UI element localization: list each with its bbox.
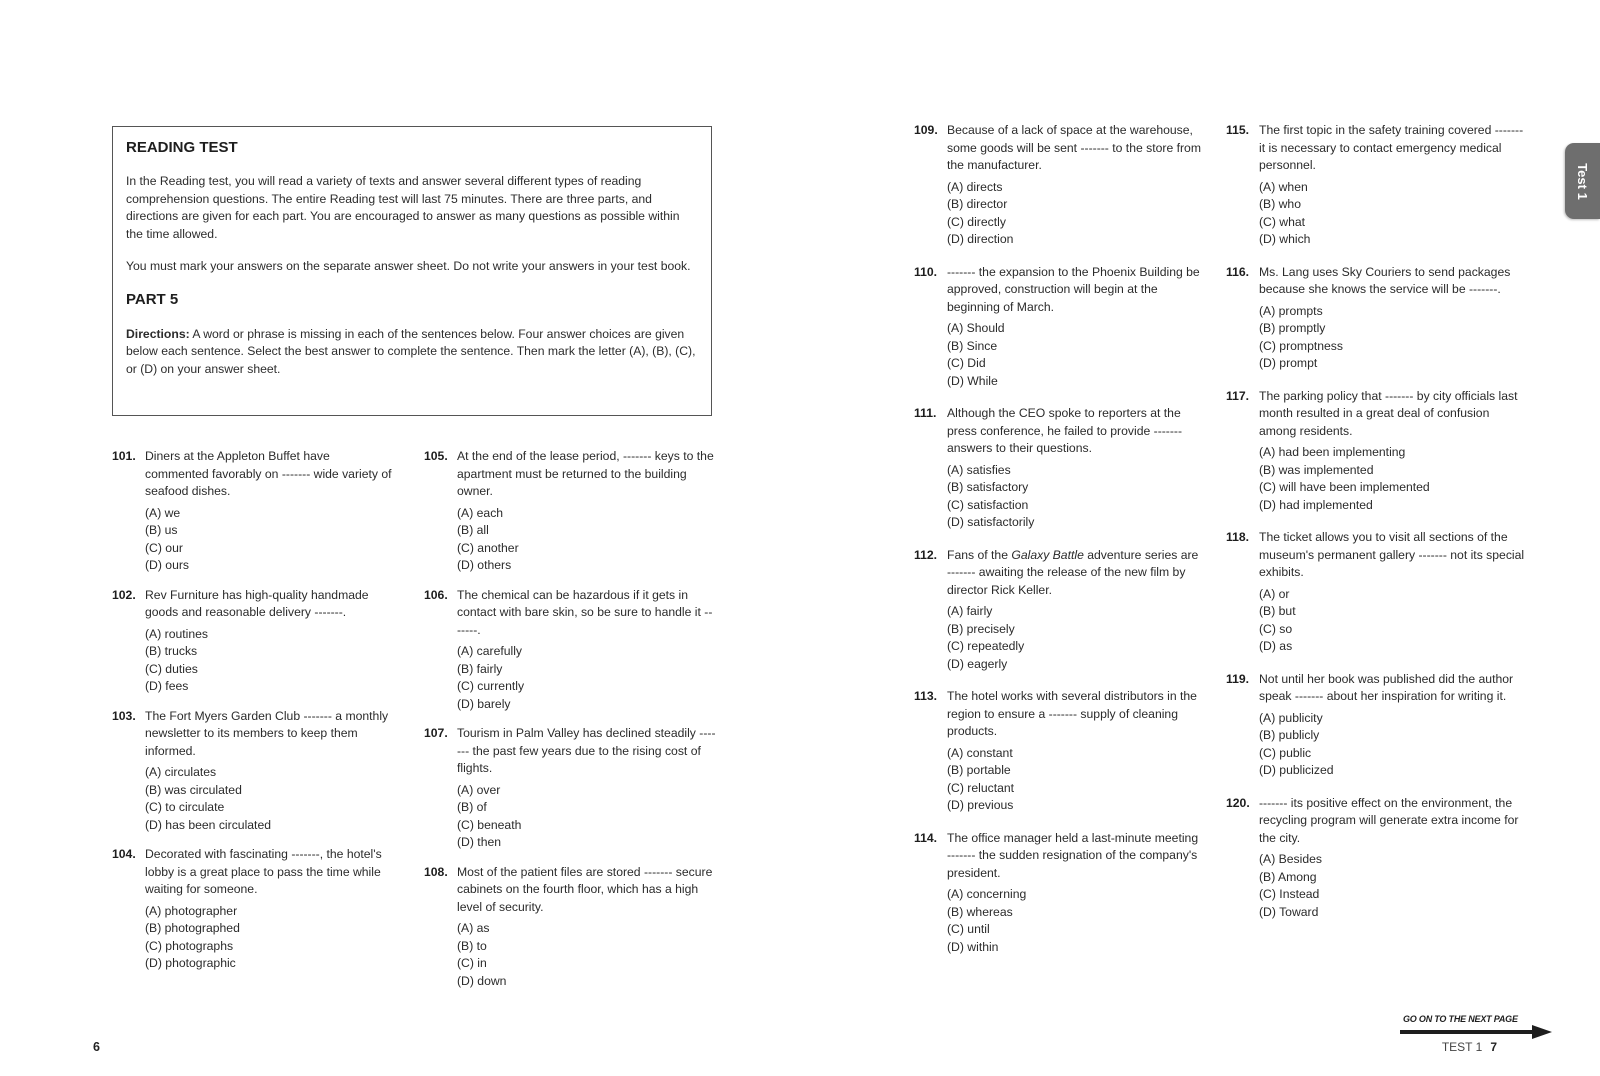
right-arrow-icon [1400, 1025, 1552, 1039]
choice-c[interactable]: (C) currently [457, 679, 525, 693]
answer-choices [947, 603, 1204, 673]
question-number: 119. [1226, 671, 1250, 686]
question-text: At the end of the lease period, ------- keys to the apartment must be returned to the building owner. [457, 449, 714, 498]
answer-choices [1259, 851, 1526, 921]
choice-a[interactable]: (A) concerning [947, 887, 1027, 901]
choice-d[interactable]: (D) previous [947, 798, 1014, 812]
choice-d[interactable]: (D) then [457, 835, 502, 849]
question-text: Diners at the Appleton Buffet have commented favorably on ------- wide variety of seafood dishes. [145, 449, 392, 498]
test-1-side-tab[interactable] [1565, 143, 1600, 219]
question-text-before: Fans of the [947, 547, 1012, 562]
choice-c[interactable]: (C) repeatedly [947, 639, 1025, 653]
question-number: 105. [424, 449, 448, 463]
choice-d[interactable]: (D) barely [457, 696, 511, 711]
answer-choices [1259, 586, 1526, 656]
choice-b[interactable]: (B) was circulated [145, 782, 242, 797]
choice-d[interactable]: (D) direction [947, 232, 1014, 246]
choice-b[interactable]: (B) all [457, 523, 489, 537]
choice-d[interactable]: (D) Toward [1259, 904, 1319, 919]
choice-d[interactable]: (D) which [1259, 232, 1311, 246]
choice-c[interactable]: (C) public [1259, 745, 1312, 760]
question-103 [112, 708, 392, 835]
question-106 [424, 587, 716, 714]
directions-text: A word or phrase is missing in each of the sentences below. Four answer choices are given below each sentence. Select the best answer to complete the sentence. Then mark the letter (A), (B), (C), or (D) on your answer sheet. [126, 326, 696, 376]
choice-a[interactable]: (A) directs [947, 179, 1003, 194]
choice-d[interactable]: (D) as [1259, 639, 1293, 653]
question-text: The ticket allows you to visit all sections of the museum's permanent gallery ------- not its special exhibits. [1259, 530, 1525, 579]
choice-d[interactable]: (D) fees [145, 679, 189, 693]
question-112 [914, 547, 1204, 674]
question-119 [1226, 671, 1526, 780]
choice-b[interactable]: (B) satisfactory [947, 480, 1029, 494]
choice-c[interactable]: (C) reluctant [947, 780, 1015, 795]
choice-a[interactable]: (A) over [457, 782, 501, 797]
choice-c[interactable]: (C) duties [145, 661, 198, 676]
choice-c[interactable]: (C) our [145, 540, 183, 555]
answer-choices [947, 462, 1204, 532]
footer-test-label: TEST 1 [1441, 1040, 1483, 1054]
question-text: Most of the patient files are stored ------- secure cabinets on the fourth floor, which has a high level of security. [457, 864, 713, 914]
question-column-1 [112, 448, 392, 973]
question-column-2 [424, 448, 716, 990]
part-5-heading: PART 5 [126, 290, 179, 308]
question-number: 114. [914, 830, 938, 845]
question-text [947, 547, 1204, 600]
question-number: 112. [914, 547, 938, 562]
choice-c[interactable]: (C) what [1259, 214, 1306, 229]
go-on-label: GO ON TO THE NEXT PAGE [1403, 1014, 1518, 1024]
choice-a[interactable]: (A) circulates [145, 765, 217, 779]
question-107 [424, 725, 716, 852]
choice-b[interactable]: (B) whereas [947, 904, 1013, 919]
question-118 [1226, 529, 1526, 656]
question-number: 109. [914, 123, 938, 137]
answer-choices [947, 179, 1204, 249]
choice-d[interactable]: (D) publicized [1259, 763, 1334, 777]
choice-b[interactable]: (B) but [1259, 604, 1296, 618]
question-109 [914, 122, 1204, 249]
question-number: 102. [112, 587, 136, 602]
go-on-next-page [1400, 1014, 1552, 1040]
choice-a[interactable]: (A) when [1259, 179, 1308, 194]
choice-a[interactable]: (A) constant [947, 745, 1013, 760]
choice-d[interactable]: (D) photographic [145, 956, 236, 970]
answer-choices [947, 745, 1204, 815]
choice-d[interactable]: (D) had implemented [1259, 497, 1373, 512]
answer-choices [947, 320, 1204, 390]
choice-c[interactable]: (C) Instead [1259, 887, 1320, 901]
question-117 [1226, 388, 1526, 515]
choice-d[interactable]: (D) others [457, 558, 512, 572]
question-number: 104. [112, 847, 136, 861]
choice-a[interactable]: (A) publicity [1259, 710, 1323, 725]
answer-choices [1259, 303, 1526, 373]
question-number: 118. [1226, 530, 1250, 544]
question-114 [914, 830, 1204, 957]
question-text: Although the CEO spoke to reporters at the press conference, he failed to provide ------- answers to their questions. [947, 406, 1183, 455]
question-number: 107. [424, 726, 448, 740]
question-120 [1226, 795, 1526, 922]
choice-b[interactable]: (B) precisely [947, 621, 1015, 636]
question-text: The parking policy that ------- by city officials last month resulted in a great deal of confusion among residents. [1259, 388, 1518, 438]
choice-b[interactable]: (B) to [457, 938, 487, 953]
choice-c[interactable]: (C) so [1259, 621, 1293, 636]
choice-a[interactable]: (A) Besides [1259, 852, 1322, 866]
left-page-number: 6 [93, 1040, 100, 1054]
question-text: ------- the expansion to the Phoenix Building be approved, construction will begin at the beginning of March. [947, 264, 1200, 314]
choice-c[interactable]: (C) beneath [457, 817, 522, 832]
question-text: Ms. Lang uses Sky Couriers to send packages because she knows the service will be -------. [1259, 264, 1511, 296]
question-number: 101. [112, 449, 136, 463]
question-number: 117. [1226, 388, 1250, 403]
question-column-4 [1226, 122, 1526, 921]
right-page-number: 7 [1490, 1040, 1497, 1054]
answer-choices [145, 903, 392, 973]
question-number: 108. [424, 864, 448, 879]
choice-b[interactable]: (B) publicly [1259, 728, 1320, 742]
answer-choices [457, 643, 716, 713]
question-text: The hotel works with several distributors in the region to ensure a ------- supply of cleaning products. [947, 689, 1197, 738]
series-title-italic: Galaxy Battle [1011, 547, 1084, 562]
question-number: 120. [1226, 795, 1250, 810]
reading-test-intro-box [112, 126, 712, 416]
question-text: The chemical can be hazardous if it gets in contact with bare skin, so be sure to handle it -------. [457, 587, 713, 637]
choice-a[interactable]: (A) as [457, 921, 490, 935]
question-text: Decorated with fascinating -------, the hotel's lobby is a great place to pass the time while waiting for someone. [145, 847, 382, 896]
choice-b[interactable]: (B) director [947, 197, 1008, 211]
choice-a[interactable]: (A) routines [145, 626, 208, 641]
question-text: The office manager held a last-minute meeting ------- the sudden resignation of the company's president. [947, 830, 1199, 880]
choice-b[interactable]: (B) Since [947, 338, 998, 353]
question-text-after: adventure series are ------- awaiting the release of the new film by director Rick Keller. [947, 547, 1199, 597]
question-113 [914, 688, 1204, 815]
question-text: Tourism in Palm Valley has declined steadily ------- the past few years due to the rising cost of flights. [457, 726, 716, 775]
question-text: The first topic in the safety training covered ------- it is necessary to contact emergency medical personnel. [1259, 123, 1524, 172]
choice-b[interactable]: (B) promptly [1259, 321, 1326, 335]
question-column-3 [914, 122, 1204, 956]
question-104 [112, 846, 392, 973]
question-110 [914, 264, 1204, 391]
choice-c[interactable]: (C) until [947, 922, 990, 936]
question-number: 116. [1226, 264, 1250, 279]
question-text: The Fort Myers Garden Club ------- a monthly newsletter to its members to keep them informed. [145, 708, 389, 758]
choice-a[interactable]: (A) satisfies [947, 462, 1011, 477]
choice-d[interactable]: (D) satisfactorily [947, 515, 1035, 529]
choice-a[interactable]: (A) had been implementing [1259, 445, 1406, 459]
directions-paragraph [126, 326, 698, 379]
answer-choices [457, 505, 716, 575]
answer-choices [947, 886, 1204, 956]
question-116 [1226, 264, 1526, 373]
choice-d[interactable]: (D) within [947, 939, 999, 954]
choice-b[interactable]: (B) Among [1259, 869, 1317, 884]
answer-choices [145, 764, 392, 834]
choice-b[interactable]: (B) photographed [145, 921, 240, 935]
choice-b[interactable]: (B) was implemented [1259, 462, 1374, 477]
answer-sheet-paragraph: You must mark your answers on the separate answer sheet. Do not write your answers in your test book. [126, 259, 691, 273]
choice-d[interactable]: (D) prompt [1259, 356, 1318, 370]
right-page [800, 0, 1600, 1076]
choice-d[interactable]: (D) eagerly [947, 656, 1008, 671]
choice-d[interactable]: (D) ours [145, 558, 190, 572]
choice-d[interactable]: (D) down [457, 973, 507, 988]
question-text: Rev Furniture has high-quality handmade goods and reasonable delivery -------. [145, 587, 369, 619]
question-number: 106. [424, 587, 448, 602]
question-number: 110. [914, 264, 938, 279]
choice-b[interactable]: (B) portable [947, 763, 1011, 777]
choice-c[interactable]: (C) will have been implemented [1259, 480, 1430, 494]
reading-test-heading: READING TEST [126, 139, 238, 156]
choice-a[interactable]: (A) prompts [1259, 303, 1323, 318]
intro-paragraph: In the Reading test, you will read a variety of texts and answer several different types of reading comprehension questions. The entire Reading test will last 75 minutes. There are three parts, and directions are given for each part. You are encouraged to answer as many questions as possible within the time allowed. [126, 174, 680, 241]
answer-choices [457, 782, 716, 852]
question-text: Not until her book was published did the author speak ------- about her inspiration for writing it. [1259, 671, 1514, 703]
question-111 [914, 405, 1204, 532]
choice-b[interactable]: (B) fairly [457, 661, 503, 676]
question-101 [112, 448, 392, 575]
answer-choices [145, 505, 392, 575]
answer-choices [1259, 444, 1526, 514]
choice-a[interactable]: (A) carefully [457, 644, 523, 658]
question-number: 115. [1226, 123, 1250, 137]
question-number: 111. [914, 406, 937, 420]
question-105 [424, 448, 716, 575]
side-tab-label: Test 1 [1575, 162, 1591, 200]
choice-c[interactable]: (C) promptness [1259, 338, 1343, 353]
choice-c[interactable]: (C) directly [947, 214, 1006, 229]
answer-choices [1259, 179, 1526, 249]
choice-d[interactable]: (D) has been circulated [145, 817, 271, 832]
choice-c[interactable]: (C) Did [947, 356, 986, 370]
question-108 [424, 864, 716, 991]
choice-a[interactable]: (A) Should [947, 321, 1005, 335]
directions-label: Directions: [126, 326, 190, 341]
choice-c[interactable]: (C) another [457, 540, 519, 555]
choice-a[interactable]: (A) fairly [947, 604, 993, 618]
choice-b[interactable]: (B) of [457, 800, 487, 814]
choice-c[interactable]: (C) photographs [145, 938, 234, 953]
choice-c[interactable]: (C) in [457, 956, 487, 970]
choice-a[interactable]: (A) each [457, 505, 504, 520]
choice-a[interactable]: (A) we [145, 505, 181, 520]
answer-choices [1259, 710, 1526, 780]
right-footer [1442, 1040, 1497, 1054]
choice-d[interactable]: (D) While [947, 373, 998, 388]
question-text: Because of a lack of space at the warehouse, some goods will be sent ------- to the store from the manufacturer. [947, 123, 1201, 172]
choice-c[interactable]: (C) to circulate [145, 800, 225, 814]
question-number: 103. [112, 708, 136, 723]
choice-a[interactable]: (A) or [1259, 586, 1290, 601]
choice-b[interactable]: (B) trucks [145, 644, 198, 658]
question-115 [1226, 122, 1526, 249]
choice-a[interactable]: (A) photographer [145, 903, 238, 918]
question-number: 113. [914, 689, 938, 703]
choice-b[interactable]: (B) us [145, 523, 178, 537]
question-102 [112, 587, 392, 696]
answer-choices [145, 626, 392, 696]
choice-b[interactable]: (B) who [1259, 197, 1301, 211]
answer-choices [457, 920, 716, 990]
question-text: ------- its positive effect on the environment, the recycling program will generate extra income for the city. [1259, 795, 1519, 845]
choice-c[interactable]: (C) satisfaction [947, 497, 1029, 512]
